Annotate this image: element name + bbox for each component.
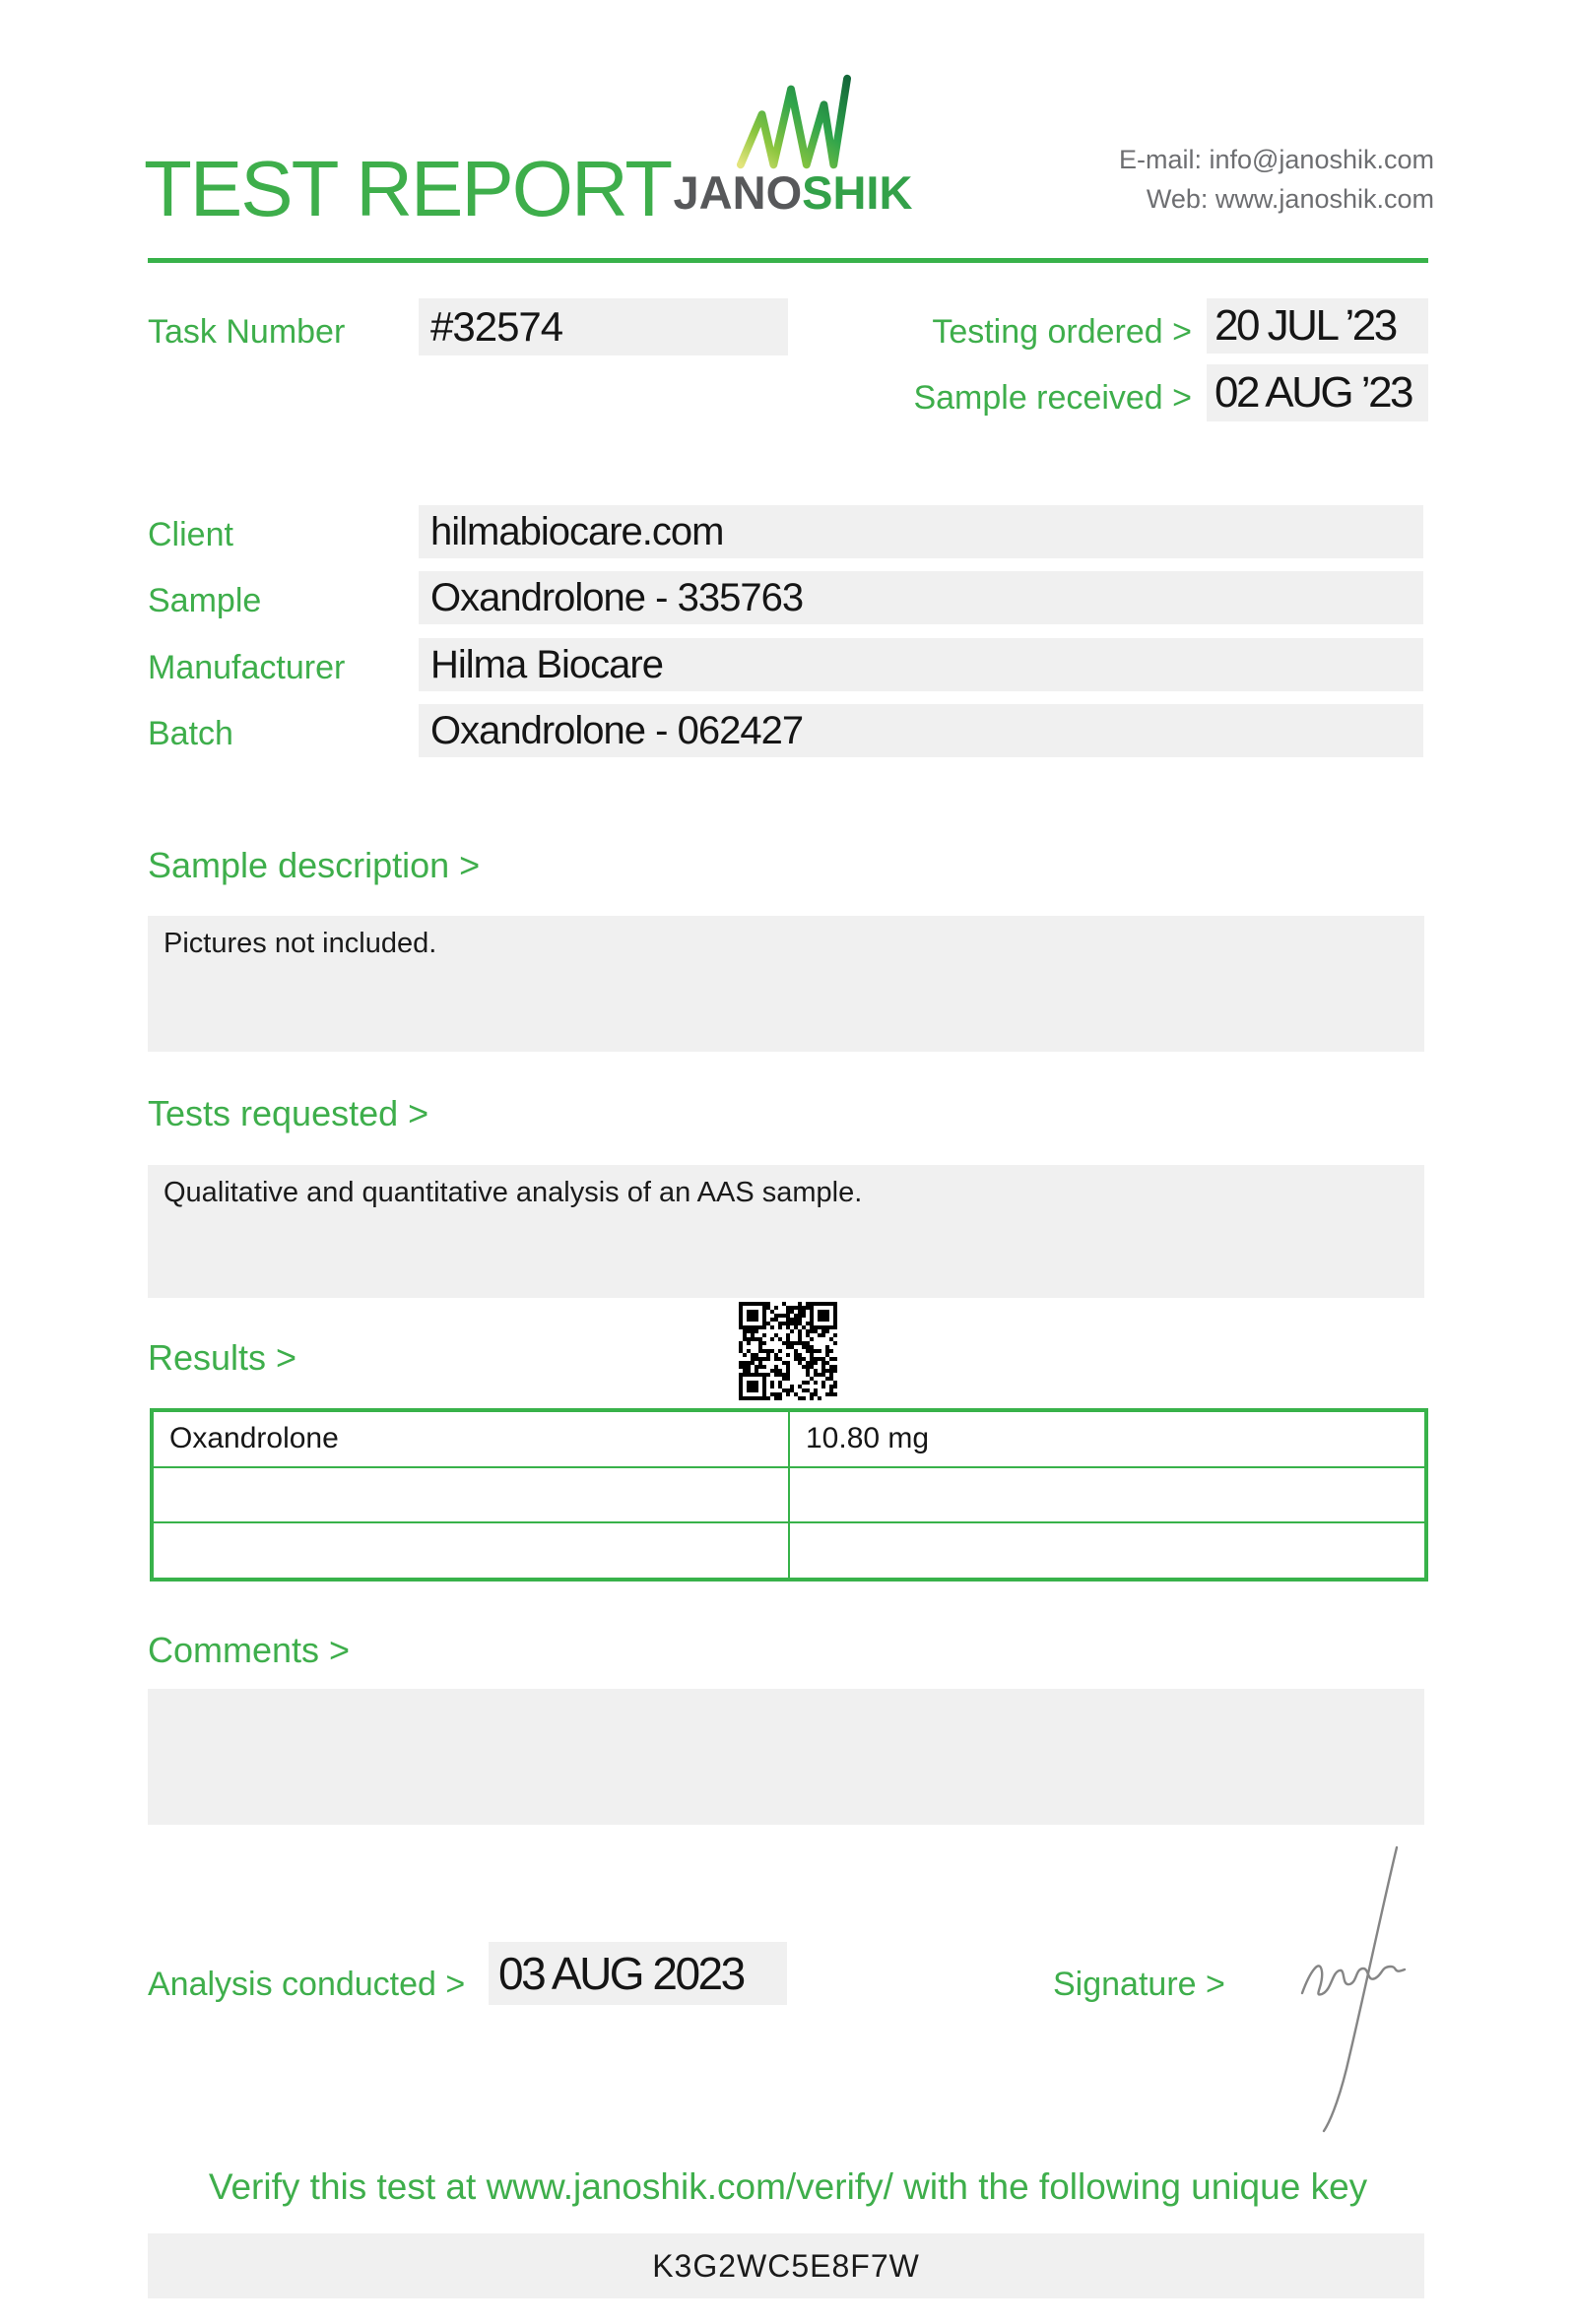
janoshik-logo-wordmark bbox=[640, 165, 946, 220]
results-cell-empty-1 bbox=[153, 1467, 789, 1523]
analysis-date-box bbox=[489, 1942, 787, 2005]
sample-description-heading: Sample description > bbox=[148, 845, 481, 885]
verify-key-value: K3G2WC5E8F7W bbox=[652, 2248, 920, 2284]
verify-instruction: Verify this test at www.janoshik.com/verify/ with the following unique key bbox=[208, 2166, 1368, 2207]
batch-box bbox=[419, 704, 1423, 757]
contact-block bbox=[985, 140, 1434, 219]
sample-box bbox=[419, 571, 1423, 624]
results-table bbox=[150, 1408, 1428, 1582]
comments-text bbox=[148, 1689, 1424, 1712]
results-cell-empty-3 bbox=[153, 1522, 789, 1579]
contact-email: E-mail: info@janoshik.com bbox=[1118, 145, 1434, 174]
task-number-box bbox=[419, 298, 788, 355]
sample-description-text: Pictures not included. bbox=[164, 928, 437, 959]
signature-image bbox=[1280, 1843, 1428, 2134]
sample-received-value: 02 AUG ’23 bbox=[1215, 368, 1412, 417]
logo-jano-text: JANO bbox=[673, 166, 803, 219]
sample-label: Sample bbox=[148, 582, 262, 619]
analysis-conducted-label: Analysis conducted > bbox=[148, 1966, 466, 2003]
tests-requested-box bbox=[148, 1165, 1424, 1298]
tests-requested-text: Qualitative and quantitative analysis of an AAS sample. bbox=[164, 1177, 863, 1208]
results-cell-empty-4 bbox=[789, 1522, 1425, 1579]
manufacturer-box bbox=[419, 638, 1423, 691]
comments-box bbox=[148, 1689, 1424, 1825]
manufacturer-value: Hilma Biocare bbox=[430, 643, 663, 686]
signature-label: Signature > bbox=[1053, 1966, 1225, 2003]
verify-key-box bbox=[148, 2233, 1424, 2298]
tests-requested-heading: Tests requested > bbox=[148, 1093, 429, 1133]
results-cell-empty-2 bbox=[789, 1467, 1425, 1523]
testing-ordered-value: 20 JUL ’23 bbox=[1215, 301, 1396, 350]
testing-ordered-box bbox=[1207, 298, 1428, 354]
client-box bbox=[419, 505, 1423, 558]
analysis-date-value: 03 AUG 2023 bbox=[498, 1948, 744, 1999]
logo-shik-text: SHIK bbox=[802, 166, 913, 219]
qr-code bbox=[739, 1302, 837, 1400]
results-cell-amount: 10.80 mg bbox=[789, 1411, 1425, 1467]
client-value: hilmabiocare.com bbox=[430, 510, 724, 553]
sample-value: Oxandrolone - 335763 bbox=[430, 576, 804, 619]
contact-web: Web: www.janoshik.com bbox=[1146, 184, 1434, 214]
client-label: Client bbox=[148, 516, 233, 553]
batch-label: Batch bbox=[148, 715, 233, 752]
sample-received-box bbox=[1207, 364, 1428, 421]
manufacturer-label: Manufacturer bbox=[148, 649, 346, 686]
comments-heading: Comments > bbox=[148, 1630, 351, 1670]
batch-value: Oxandrolone - 062427 bbox=[430, 709, 804, 752]
results-cell-substance: Oxandrolone bbox=[153, 1411, 789, 1467]
task-number-label: Task Number bbox=[148, 313, 346, 351]
sample-received-label: Sample received > bbox=[913, 379, 1192, 417]
results-heading: Results > bbox=[148, 1337, 297, 1378]
sample-description-box bbox=[148, 916, 1424, 1052]
page-title: TEST REPORT bbox=[144, 145, 672, 232]
header-divider bbox=[148, 258, 1428, 263]
task-number-value: #32574 bbox=[430, 303, 563, 350]
testing-ordered-label: Testing ordered > bbox=[932, 313, 1192, 351]
janoshik-chart-logo-icon bbox=[735, 73, 851, 171]
